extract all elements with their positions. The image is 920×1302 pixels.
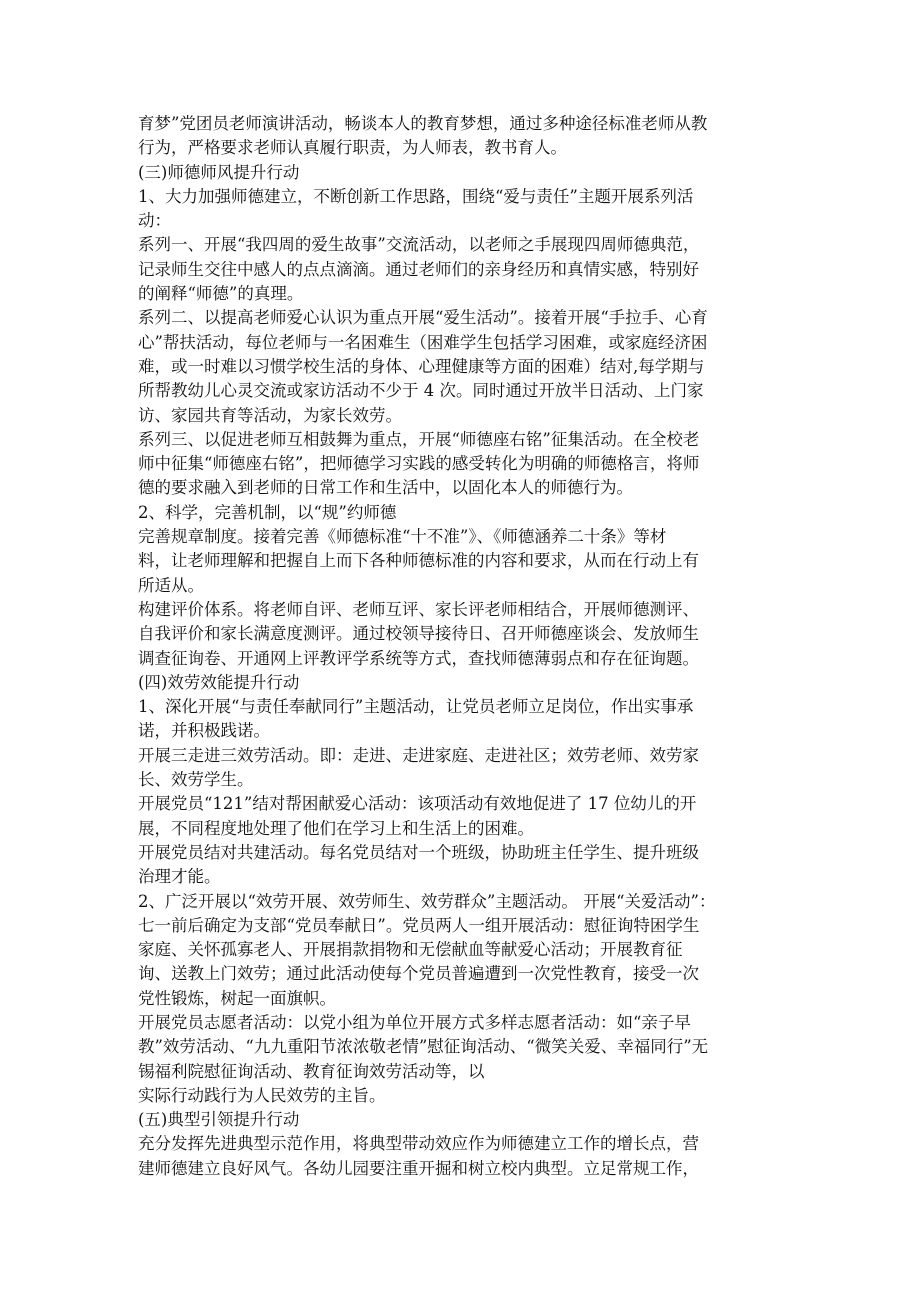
text-line: 系列二、以提高老师爱心认识为重点开展“爱生活动”。接着开展“手拉手、心育	[138, 308, 708, 328]
text-line: 七一前后确定为支部“党员奉献日”。党员两人一组开展活动：慰征询特困学生	[138, 915, 700, 935]
text-line: 系列一、开展“我四周的爱生故事”交流活动，以老师之手展现四周师德典范，	[138, 235, 700, 255]
text-line: 家庭、关怀孤寡老人、开展捐款捐物和无偿献血等献爱心活动；开展教育征	[138, 940, 683, 960]
text-line: 2、广泛开展以“效劳开展、效劳师生、效劳群众”主题活动。 开展“关爱活动”：	[138, 891, 716, 911]
text-line: 师中征集“师德座右铭”，把师德学习实践的感受转化为明确的师德格言，将师	[138, 454, 700, 474]
text-line: 料，让老师理解和把握自上而下各种师德标准的内容和要求，从而在行动上有	[138, 551, 699, 571]
text-line: 所帮教幼儿心灵交流或家访活动不少于 4 次。同时通过开放半日活动、上门家	[138, 381, 704, 401]
text-line: 记录师生交往中感人的点点滴滴。通过老师们的亲身经历和真情实感，特别好	[138, 259, 699, 279]
text-line: 开展党员结对共建活动。每名党员结对一个班级，协助班主任学生、提升班级	[138, 842, 699, 862]
text-line: 开展党员志愿者活动：以党小组为单位开展方式多样志愿者活动：如“亲子早	[138, 1012, 691, 1032]
text-line: 德的要求融入到老师的日常工作和生活中，以固化本人的师德行为。	[138, 478, 633, 498]
text-line: 访、家园共育等活动，为家长效劳。	[138, 405, 402, 425]
text-line: 构建评价体系。将老师自评、老师互评、家长评老师相结合，开展师德测评、	[138, 599, 699, 619]
text-line: (五)典型引领提升行动	[138, 1110, 300, 1130]
text-line: 难，或一时难以习惯学校生活的身体、心理健康等方面的困难）结对,每学期与	[138, 356, 705, 376]
text-line: 1、大力加强师德建立，不断创新工作思路，围绕“爱与责任”主题开展系列活	[138, 186, 694, 206]
text-line: 开展三走进三效劳活动。即：走进、走进家庭、走进社区；效劳老师、效劳家	[138, 745, 699, 765]
text-line: 的阐释“师德”的真理。	[138, 284, 304, 304]
text-line: 充分发挥先进典型示范作用，将典型带动效应作为师德建立工作的增长点，营	[138, 1134, 699, 1154]
text-line: 调查征询卷、开通网上评教评学系统等方式，查找师德薄弱点和存在征询题。	[138, 648, 699, 668]
document-body	[138, 112, 788, 1181]
text-line: 自我评价和家长满意度测评。通过校领导接待日、召开师德座谈会、发放师生	[138, 624, 699, 644]
text-line: 系列三、以促进老师互相鼓舞为重点，开展“师德座右铭”征集活动。在全校老	[138, 429, 700, 449]
text-line: 动：	[138, 211, 171, 231]
text-line: 完善规章制度。接着完善《师德标准“十不准”》、《师德涵养二十条》等材	[138, 527, 667, 547]
text-line: (三)师德师风提升行动	[138, 162, 300, 182]
text-line: 开展党员“121”结对帮困献爱心活动：该项活动有效地促进了 17 位幼儿的开	[138, 794, 697, 814]
text-line: 2、科学，完善机制，以“规”约师德	[138, 502, 397, 522]
text-line: 长、效劳学生。	[138, 770, 254, 790]
text-line: 治理才能。	[138, 867, 221, 887]
text-line: 实际行动践行为人民效劳的主旨。	[138, 1085, 386, 1105]
text-line: 锡福利院慰征询活动、教育征询效劳活动等，以	[138, 1061, 485, 1081]
text-line: 党性锻炼，树起一面旗帜。	[138, 988, 336, 1008]
text-line: 1、深化开展“与责任奉献同行”主题活动，让党员老师立足岗位，作出实事承	[138, 697, 694, 717]
text-line: 诺，并积极践诺。	[138, 721, 270, 741]
text-line: 询、送教上门效劳；通过此活动使每个党员普遍遭到一次党性教育，接受一次	[138, 964, 699, 984]
text-line: 教”效劳活动、“九九重阳节浓浓敬老情”慰征询活动、“微笑关爱、幸福同行”无	[138, 1037, 709, 1057]
text-line: 所适从。	[138, 575, 204, 595]
text-line: 建师德建立良好风气。各幼儿园要注重开掘和树立校内典型。立足常规工作，	[138, 1158, 699, 1178]
text-line: 行为，严格要求老师认真履行职责，为人师表，教书育人。	[138, 138, 567, 158]
text-line: (四)效劳效能提升行动	[138, 672, 300, 692]
text-line: 育梦”党团员老师演讲活动，畅谈本人的教育梦想，通过多种途径标准老师从教	[138, 114, 708, 133]
text-line: 展，不同程度地处理了他们在学习上和生活上的困难。	[138, 818, 534, 838]
text-line: 心”帮扶活动，每位老师与一名困难生（困难学生包括学习困难，或家庭经济困	[138, 332, 708, 352]
